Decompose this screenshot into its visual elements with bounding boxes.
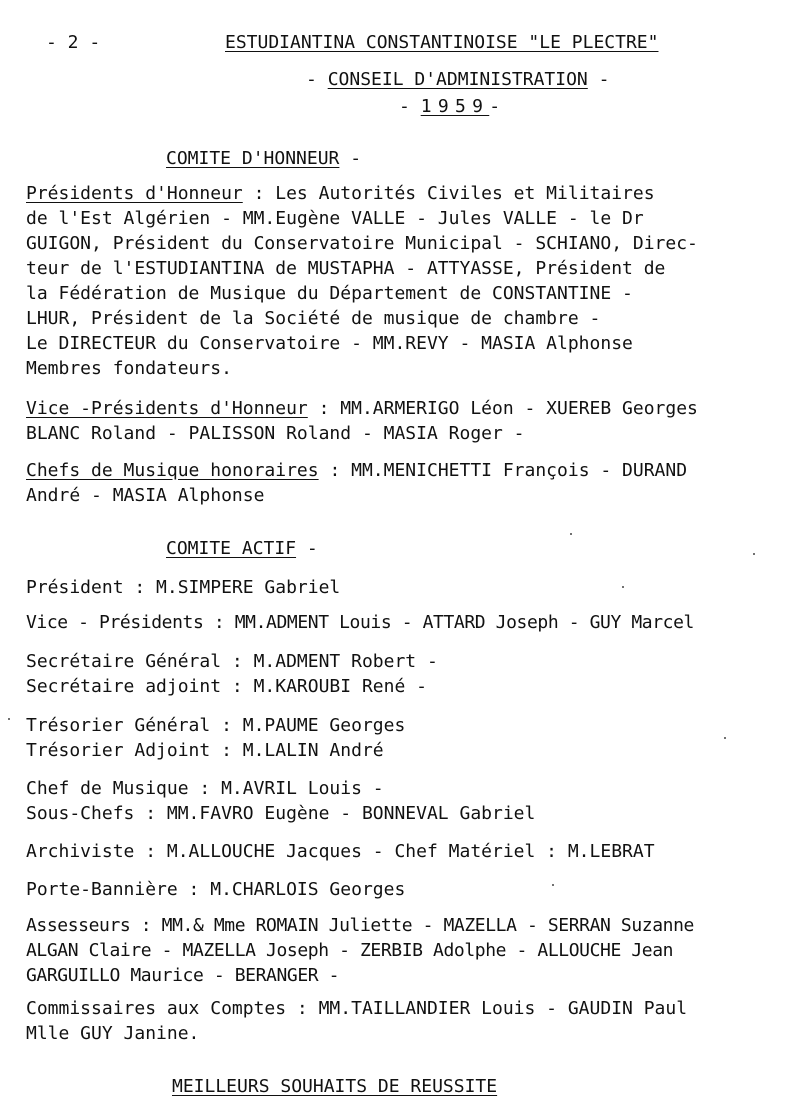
actif-line: Vice - Présidents : MM.ADMENT Louis - ATTARD Joseph - GUY Marcel — [26, 612, 694, 633]
actif-line: GARGUILLO Maurice - BERANGER - — [26, 965, 340, 986]
actif-line: Secrétaire Général : M.ADMENT Robert - — [26, 651, 438, 672]
actif-line: Mlle GUY Janine. — [26, 1023, 200, 1044]
board-title-dash-left: - — [306, 69, 317, 90]
actif-line: Archiviste : M.ALLOUCHE Jacques - Chef Matériel : M.LEBRAT — [26, 841, 655, 862]
page-number: - 2 - — [46, 32, 101, 53]
actif-heading — [166, 536, 318, 561]
org-title-text: ESTUDIANTINA CONSTANTINOISE "LE PLECTRE" — [225, 32, 659, 53]
actif-heading-suffix: - — [296, 538, 318, 559]
actif-line: Trésorier Général : M.PAUME Georges — [26, 715, 406, 736]
actif-line: Secrétaire adjoint : M.KAROUBI René - — [26, 676, 427, 697]
board-title-text: CONSEIL D'ADMINISTRATION — [327, 69, 588, 90]
actif-line: Commissaires aux Comptes : MM.TAILLANDIER Louis - GAUDIN Paul — [26, 998, 688, 1019]
actif-line: Président : M.SIMPERE Gabriel — [26, 577, 341, 598]
year-dash-left: - — [399, 96, 410, 117]
org-title — [225, 30, 658, 55]
actif-group-commissaires — [26, 996, 796, 1046]
actif-line: Trésorier Adjoint : M.LALIN André — [26, 740, 384, 761]
actif-heading-text: COMITE ACTIF — [166, 538, 297, 559]
board-title — [306, 67, 609, 92]
actif-line: ALGAN Claire - MAZELLA Joseph - ZERBIB Adolphe - ALLOUCHE Jean — [26, 940, 674, 961]
scan-speck — [552, 884, 554, 886]
scan-speck — [724, 737, 726, 739]
scan-speck — [622, 586, 624, 588]
actif-group-archiviste — [26, 839, 796, 864]
scan-speck — [753, 553, 755, 555]
year-dash-right: - — [489, 96, 501, 117]
presidents-honneur-line: : Les Autorités Civiles et Militaires — [242, 183, 655, 204]
scan-speck — [570, 533, 572, 535]
vice-presidents-honneur-line: BLANC Roland - PALISSON Roland - MASIA Roger - — [26, 423, 525, 444]
vice-presidents-honneur-label: Vice -Présidents d'Honneur — [26, 398, 308, 419]
board-title-dash-right: - — [598, 69, 610, 90]
chefs-honoraires-block — [26, 458, 796, 508]
presidents-honneur-line: GUIGON, Président du Conservatoire Municipal - SCHIANO, Direc- — [26, 233, 698, 254]
presidents-honneur-line: LHUR, Président de la Société de musique de chambre - — [26, 308, 601, 329]
actif-line: Chef de Musique : M.AVRIL Louis - — [26, 778, 384, 799]
presidents-honneur-line: la Fédération de Musique du Département de CONSTANTINE - — [26, 283, 633, 304]
actif-group-assesseurs — [26, 913, 796, 988]
closing-wishes-text: MEILLEURS SOUHAITS DE REUSSITE — [172, 1076, 498, 1097]
honneur-heading-suffix: - — [339, 148, 362, 169]
actif-group-tresoriers — [26, 713, 796, 763]
actif-group-porte-banniere — [26, 877, 796, 902]
vice-presidents-honneur-line: : MM.ARMERIGO Léon - XUEREB Georges — [307, 398, 698, 419]
chefs-honoraires-line: André - MASIA Alphonse — [26, 485, 265, 506]
chefs-honoraires-line: : MM.MENICHETTI François - DURAND — [318, 460, 688, 481]
actif-line: Assesseurs : MM.& Mme ROMAIN Juliette - MAZELLA - SERRAN Suzanne — [26, 915, 694, 936]
chefs-honoraires-label: Chefs de Musique honoraires — [26, 460, 319, 481]
vice-presidents-honneur-block — [26, 396, 796, 446]
closing-wishes — [172, 1074, 497, 1099]
year-line — [399, 94, 500, 119]
presidents-honneur-line: Membres fondateurs. — [26, 358, 232, 379]
year: 1959 — [420, 96, 490, 117]
actif-line: Sous-Chefs : MM.FAVRO Eugène - BONNEVAL Gabriel — [26, 803, 536, 824]
actif-group-vice-presidents — [26, 610, 796, 635]
honneur-heading — [166, 146, 361, 171]
presidents-honneur-line: teur de l'ESTUDIANTINA de MUSTAPHA - ATTYASSE, Président de — [26, 258, 666, 279]
actif-group-president — [26, 575, 796, 600]
scan-speck — [8, 718, 10, 720]
honneur-heading-text: COMITE D'HONNEUR — [166, 148, 340, 169]
presidents-honneur-line: de l'Est Algérien - MM.Eugène VALLE - Jules VALLE - le Dr — [26, 208, 644, 229]
presidents-honneur-label: Présidents d'Honneur — [26, 183, 243, 204]
actif-group-secretaires — [26, 649, 796, 699]
actif-group-chefs — [26, 776, 796, 826]
presidents-honneur-line: Le DIRECTEUR du Conservatoire - MM.REVY - MASIA Alphonse — [26, 333, 633, 354]
presidents-honneur-block — [26, 181, 796, 381]
actif-line: Porte-Bannière : M.CHARLOIS Georges — [26, 879, 406, 900]
